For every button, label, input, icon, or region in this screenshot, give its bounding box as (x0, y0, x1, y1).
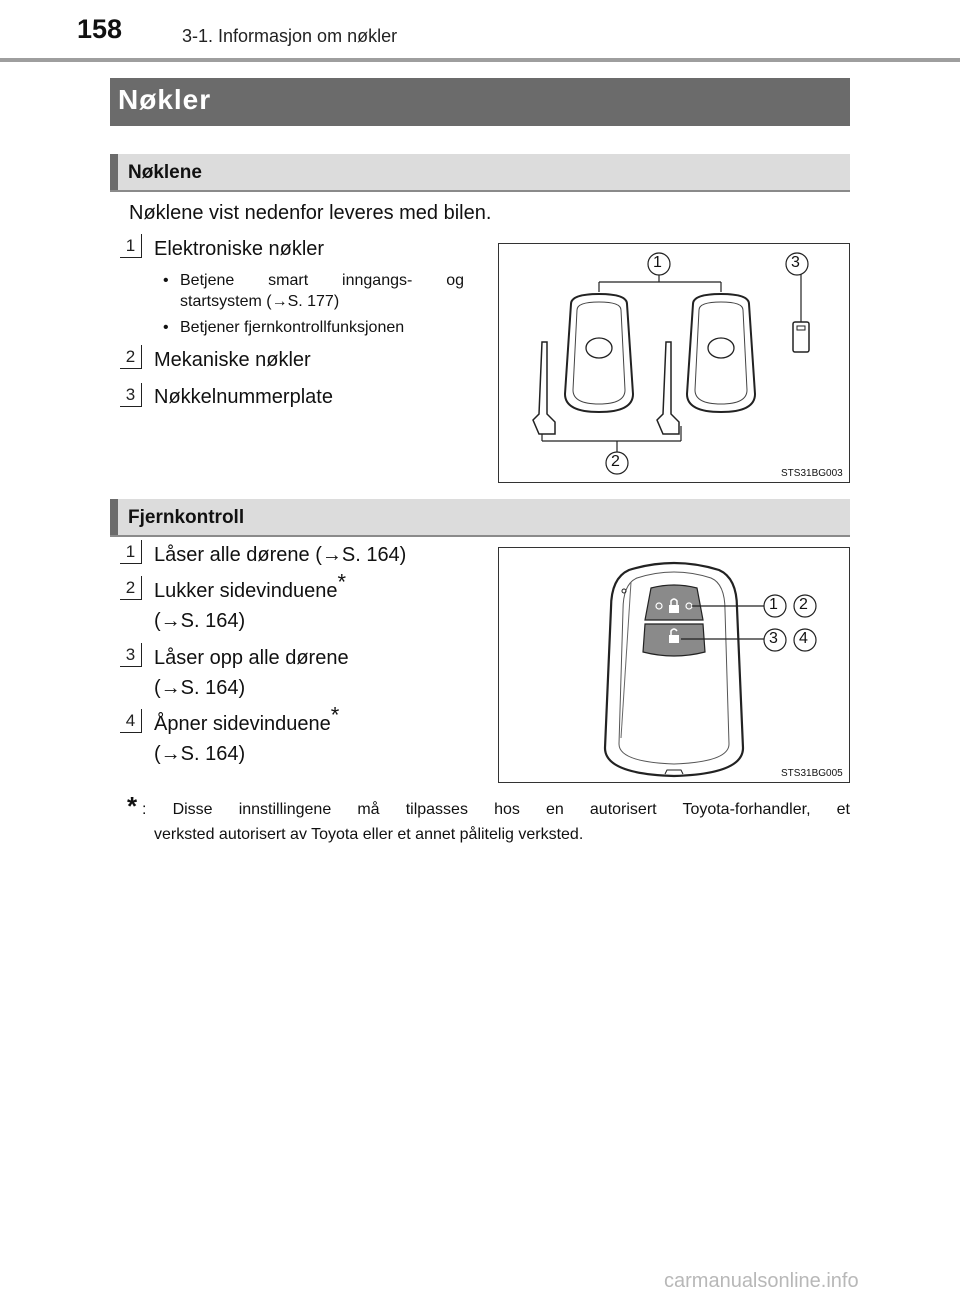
item-label: Låser opp alle dørene (154, 647, 349, 669)
item-label (154, 569, 347, 603)
item-ref: (→S. 164) (154, 677, 246, 699)
callout-label: 4 (799, 630, 808, 647)
item-label: Elektroniske nøkler (154, 238, 325, 260)
item-label: Nøkkelnummerplate (154, 386, 333, 408)
item-number: 3 (120, 643, 142, 667)
section-marker (110, 499, 118, 535)
section-marker (110, 154, 118, 190)
bullet-text: Betjene smart inngangs- og (180, 272, 464, 289)
footnote-line2: verksted autorisert av Toyota eller et annet pålitelig verksted. (154, 826, 584, 843)
footnote-line1: : Disse innstillingene må tilpasses hos en autorisert Toyota-forhandler, et (142, 801, 850, 818)
bullet-dot: • (163, 272, 169, 289)
section-heading: Fjernkontroll (128, 507, 245, 528)
callout-label: 2 (611, 453, 620, 470)
keys-figure (498, 243, 850, 483)
asterisk-mark: * (330, 702, 340, 728)
bullet-dot: • (163, 319, 169, 336)
callout-label: 1 (769, 596, 778, 613)
chapter-title: 3-1. Informasjon om nøkler (182, 26, 398, 46)
callout-label: 1 (653, 254, 662, 271)
figure-code: STS31BG003 (781, 468, 843, 479)
item-label-text: Lukker sidevinduene (154, 580, 338, 602)
callout-label: 2 (799, 596, 808, 613)
item-label-text: Åpner sidevinduene (154, 713, 331, 735)
item-number: 1 (120, 234, 142, 258)
header-rule (0, 58, 960, 62)
page-number: 158 (77, 14, 123, 44)
item-label (154, 702, 340, 736)
item-number: 3 (120, 383, 142, 407)
item-label: Låser alle dørene (→S. 164) (154, 544, 407, 566)
bullet-text-cont: startsystem (→S. 177) (180, 293, 340, 310)
item-number: 2 (120, 345, 142, 369)
item-number: 2 (120, 576, 142, 600)
item-ref: (→S. 164) (154, 610, 246, 632)
remote-figure (498, 547, 850, 783)
asterisk-mark: * (337, 569, 347, 595)
callout-label: 3 (791, 254, 800, 271)
watermark: carmanualsonline.info (664, 1270, 859, 1292)
section-heading: Nøklene (128, 162, 202, 183)
page-title: Nøkler (118, 84, 212, 115)
item-ref: (→S. 164) (154, 743, 246, 765)
keys-illustration (499, 244, 848, 481)
footnote-asterisk: * (127, 791, 138, 821)
bullet-text: Betjener fjernkontrollfunksjonen (180, 319, 405, 336)
item-number: 4 (120, 709, 142, 733)
section-header-bar (110, 154, 850, 192)
item-label: Mekaniske nøkler (154, 349, 311, 371)
figure-code: STS31BG005 (781, 768, 843, 779)
intro-text: Nøklene vist nedenfor leveres med bilen. (129, 202, 492, 224)
item-number: 1 (120, 540, 142, 564)
title-bar (110, 78, 850, 126)
remote-illustration (499, 548, 848, 781)
callout-label: 3 (769, 630, 778, 647)
